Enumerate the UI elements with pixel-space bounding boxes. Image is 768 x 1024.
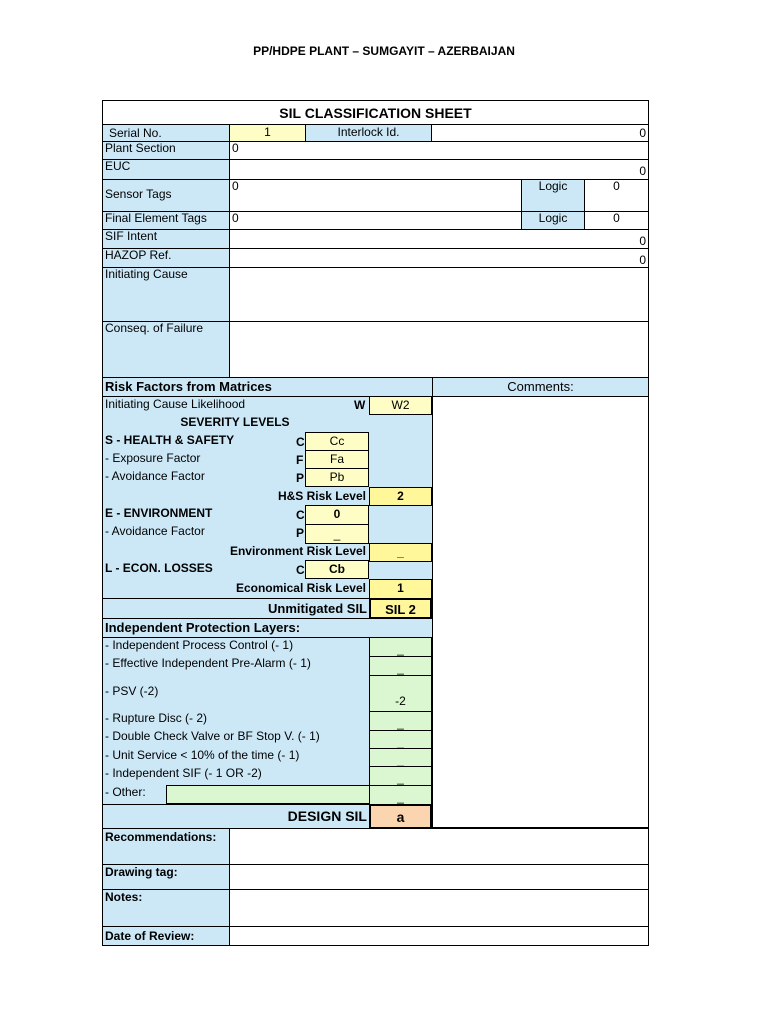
env-letter: C xyxy=(296,509,305,522)
notes-label: Notes: xyxy=(102,889,230,927)
sensor-logic-value[interactable]: 0 xyxy=(584,179,649,212)
ipl-item-value[interactable]: _ xyxy=(369,637,432,657)
avoidance-letter: P xyxy=(296,472,305,485)
unmitigated-sil-label: Unmitigated SIL xyxy=(102,598,370,619)
env-avoidance-value[interactable]: _ xyxy=(305,524,369,544)
euc-label: EUC xyxy=(102,159,230,180)
drawing-tag-field[interactable] xyxy=(229,864,649,890)
drawing-tag-label: Drawing tag: xyxy=(102,864,230,890)
initiating-cause-label: Initiating Cause xyxy=(102,267,230,322)
sif-intent-value[interactable]: 0 xyxy=(229,229,649,249)
env-risk-value: _ xyxy=(369,543,432,562)
severity-label: SEVERITY LEVELS xyxy=(180,416,290,429)
plant-header: PP/HDPE PLANT – SUMGAYIT – AZERBAIJAN xyxy=(253,44,515,58)
econ-risk-value: 1 xyxy=(369,579,432,599)
conseq-field[interactable] xyxy=(229,321,649,378)
hs-risk-value: 2 xyxy=(369,487,432,506)
sensor-tags-label: Sensor Tags xyxy=(102,179,230,212)
ipl-item-value[interactable]: _ xyxy=(369,656,432,676)
env-risk-label: Environment Risk Level xyxy=(229,545,366,558)
unmitigated-sil-value: SIL 2 xyxy=(369,598,432,619)
econ-letter: C xyxy=(296,564,305,577)
plant-section-value[interactable]: 0 xyxy=(229,141,649,160)
env-label: E - ENVIRONMENT xyxy=(105,507,213,520)
sif-intent-label: SIF Intent xyxy=(102,229,230,249)
hazop-label: HAZOP Ref. xyxy=(102,248,230,268)
sensor-tags-value[interactable]: 0 xyxy=(229,179,522,212)
likelihood-letter: W xyxy=(354,399,366,412)
avoidance-value[interactable]: Pb xyxy=(305,468,369,487)
ipl-other-input[interactable] xyxy=(166,785,370,804)
recommendations-label: Recommendations: xyxy=(102,828,230,865)
sensor-logic-label: Logic xyxy=(521,179,585,212)
ipl-other-label: - Other: xyxy=(105,786,146,799)
exposure-letter: F xyxy=(296,454,304,467)
ipl-item-value[interactable]: _ xyxy=(369,711,432,731)
ipl-item-value[interactable]: _ xyxy=(369,785,432,805)
env-avoidance-letter: P xyxy=(296,527,305,540)
ipl-item-label: - Double Check Valve or BF Stop V. (- 1) xyxy=(105,730,320,743)
hs-value[interactable]: Cc xyxy=(305,432,369,451)
comments-area[interactable] xyxy=(432,396,649,828)
hs-label: S - HEALTH & SAFETY xyxy=(105,434,235,447)
comments-label: Comments: xyxy=(432,377,649,397)
hs-risk-label: H&S Risk Level xyxy=(277,490,366,503)
ipl-item-label: - Rupture Disc (- 2) xyxy=(105,712,208,725)
ipl-item-label: - Unit Service < 10% of the time (- 1) xyxy=(105,749,300,762)
econ-label: L - ECON. LOSSES xyxy=(105,562,213,575)
serial-value[interactable]: 1 xyxy=(229,124,306,142)
ipl-item-label: - Effective Independent Pre-Alarm (- 1) xyxy=(105,657,311,670)
risk-section-label: Risk Factors from Matrices xyxy=(102,377,433,397)
ipl-item-value[interactable]: _ xyxy=(369,730,432,749)
initiating-cause-field[interactable] xyxy=(229,267,649,322)
econ-value[interactable]: Cb xyxy=(305,560,369,579)
exposure-label: - Exposure Factor xyxy=(105,452,201,465)
date-of-review-label: Date of Review: xyxy=(102,926,230,946)
serial-label: Serial No. xyxy=(102,124,230,142)
design-sil-label: DESIGN SIL xyxy=(102,804,370,829)
hs-letter: C xyxy=(296,436,305,449)
env-value[interactable]: 0 xyxy=(305,505,369,525)
econ-risk-label: Economical Risk Level xyxy=(235,582,366,595)
notes-field[interactable] xyxy=(229,889,649,927)
recommendations-field[interactable] xyxy=(229,828,649,865)
design-sil-value: a xyxy=(369,804,432,829)
final-logic-label: Logic xyxy=(521,211,585,230)
conseq-label: Conseq. of Failure xyxy=(102,321,230,378)
ipl-item-value[interactable]: _ xyxy=(369,766,432,786)
ipl-item-value[interactable]: _ xyxy=(369,748,432,767)
ipl-section-label: Independent Protection Layers: xyxy=(102,618,433,638)
date-of-review-field[interactable] xyxy=(229,926,649,946)
hazop-value[interactable]: 0 xyxy=(229,248,649,268)
final-logic-value[interactable]: 0 xyxy=(584,211,649,230)
interlock-value[interactable]: 0 xyxy=(431,124,649,142)
ipl-item-label: - Independent SIF (- 1 OR -2) xyxy=(105,767,262,780)
likelihood-label: Initiating Cause Likelihood xyxy=(105,398,246,411)
ipl-item-label: - PSV (-2) xyxy=(105,685,159,698)
final-element-value[interactable]: 0 xyxy=(229,211,522,230)
ipl-item-label: - Independent Process Control (- 1) xyxy=(105,639,294,652)
ipl-item-value[interactable]: -2 xyxy=(369,675,432,712)
avoidance-label: - Avoidance Factor xyxy=(105,470,205,483)
interlock-label: Interlock Id. xyxy=(305,124,432,142)
exposure-value[interactable]: Fa xyxy=(305,450,369,469)
euc-value[interactable]: 0 xyxy=(229,159,649,180)
env-avoidance-label: - Avoidance Factor xyxy=(105,525,205,538)
final-element-label: Final Element Tags xyxy=(102,211,230,230)
likelihood-value[interactable]: W2 xyxy=(369,396,432,415)
plant-section-label: Plant Section xyxy=(102,141,230,160)
sheet-title: SIL CLASSIFICATION SHEET xyxy=(102,100,649,125)
